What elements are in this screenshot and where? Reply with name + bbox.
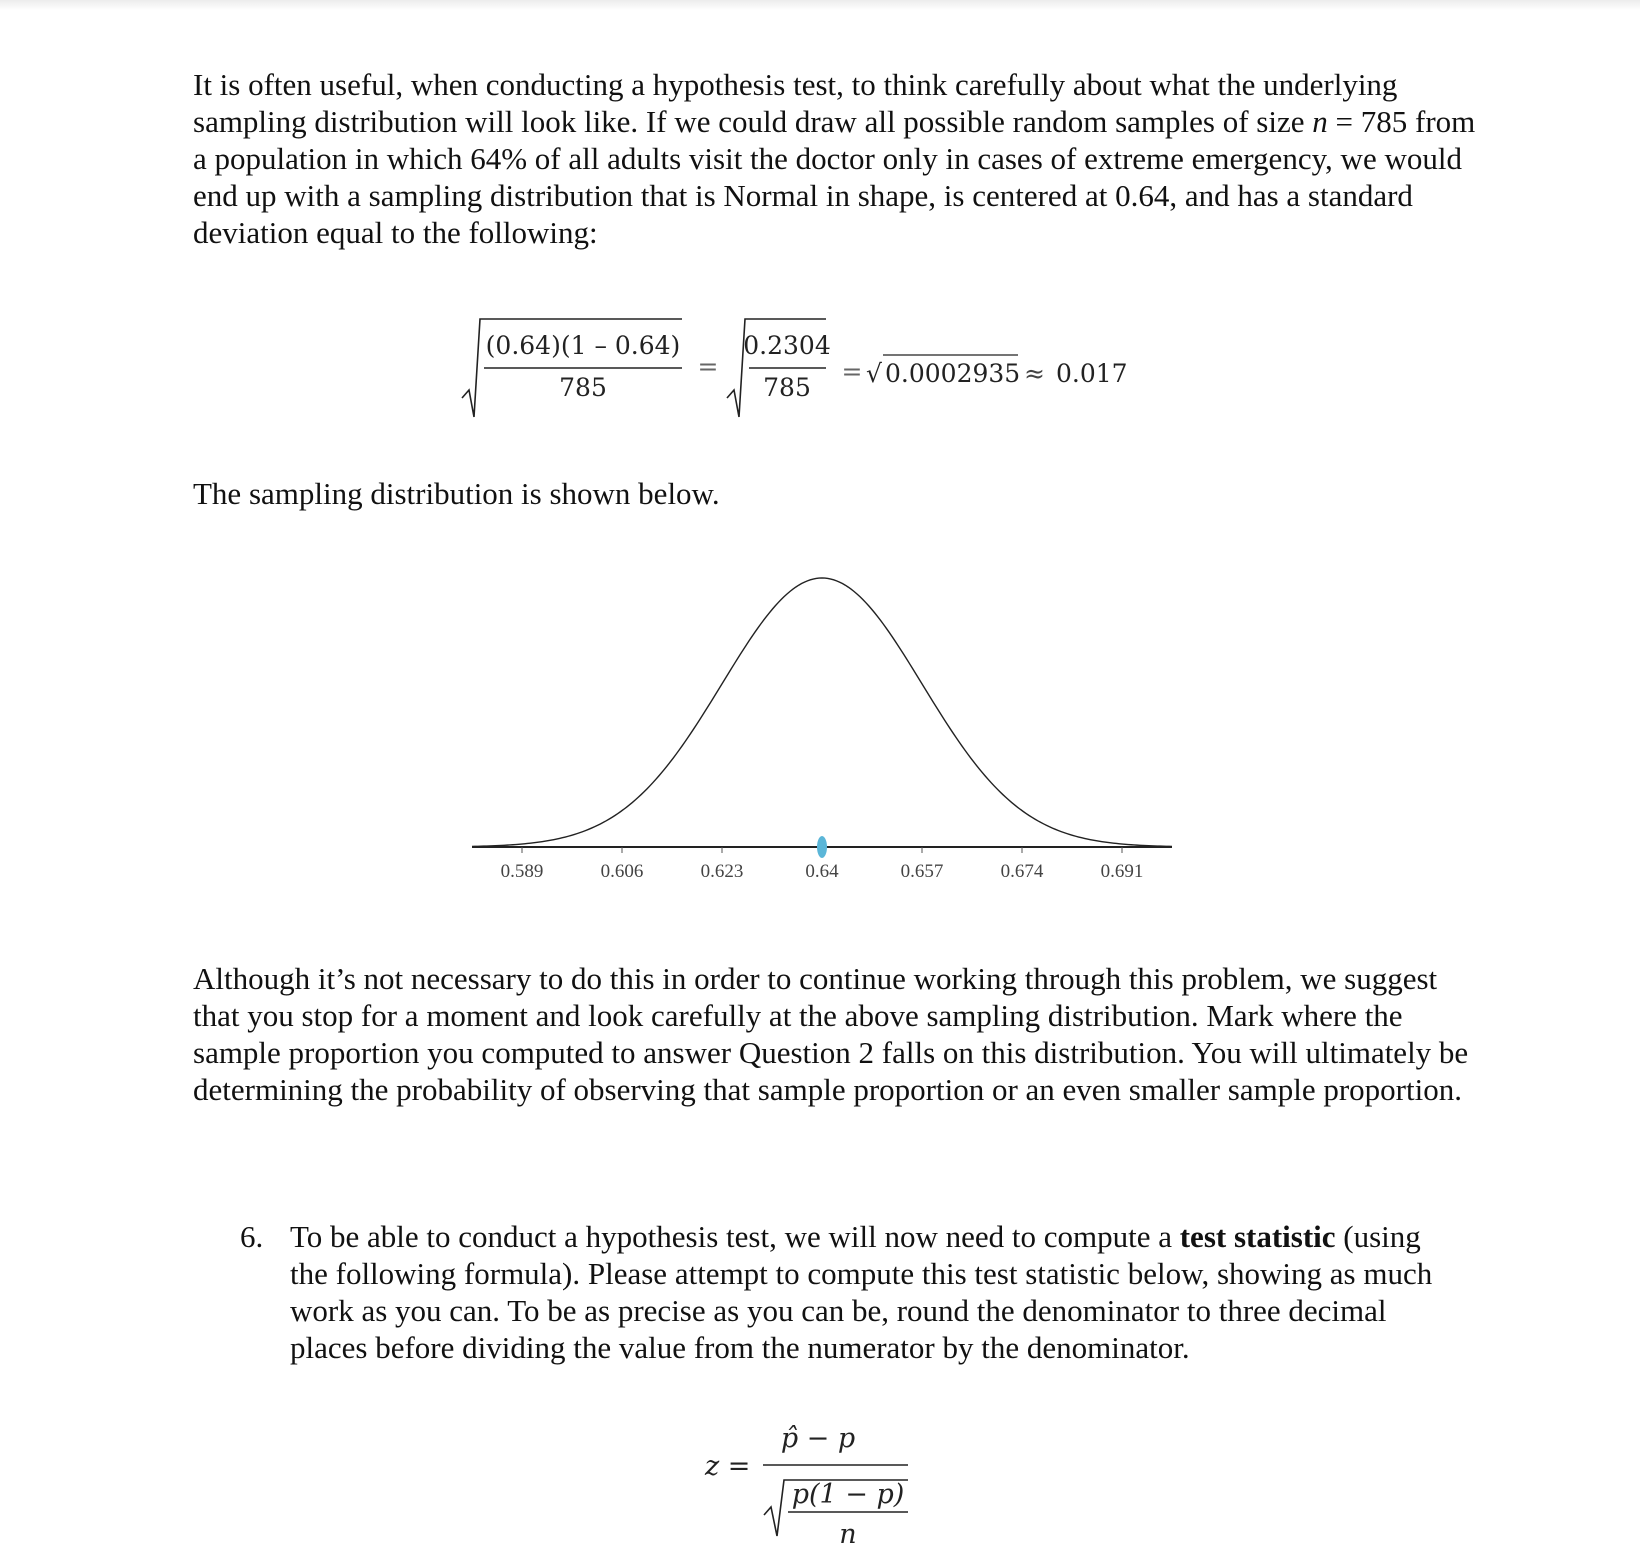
radical-sign-2 [727,319,826,417]
n-variable: n [1312,104,1328,139]
equals-sign-2: = [841,357,863,386]
test-statistic-term: test statistic [1179,1219,1336,1254]
x-tick-label: 0.623 [700,861,744,882]
z-lhs: z = [705,1451,751,1482]
equals-sign-1: = [697,352,719,381]
x-tick-label: 0.606 [600,861,644,882]
question-text-a: To be able to conduct a hypothesis test, we will now need to compute a [290,1219,1180,1254]
radical-sign-1 [462,319,682,417]
x-tick-label: 0.64 [805,861,839,882]
x-tick-label: 0.691 [1100,861,1144,882]
fraction-1-denominator: 785 [559,373,607,402]
normal-curve [472,578,1172,846]
z-numerator: p̂ − p [780,1423,856,1454]
radicand: 0.0002935 [885,359,1021,388]
question-6-text [290,1218,1440,1366]
x-tick-label: 0.589 [500,861,544,882]
z-inner-denominator: n [839,1519,857,1550]
intro-paragraph [193,66,1483,251]
page-top-shadow [0,0,1640,10]
question-number: 6. [240,1219,264,1254]
shown-below-paragraph: The sampling distribution is shown below. [193,476,720,511]
approx-sign: ≈ [1024,359,1045,388]
x-tick-label: 0.657 [900,861,944,882]
z-inner-numerator: p(1 − p) [791,1479,905,1510]
intro-text-b: = 785 from a population in which 64% of all adults visit the doctor only in cases of extreme emergency, we would end up with a sampling distribution that is Normal in shape, is centered at 0.64, and has a standard deviation equal to the following: [193,104,1476,250]
fraction-1-numerator: (0.64)(1 – 0.64) [485,331,681,360]
although-paragraph: Although it’s not necessary to do this in order to continue working through this problem, we suggest that you stop for a moment and look carefully at the above sampling distribution. Mark where the sample proportion you computed to answer Question 2 falls on this distribution. You will ultimately be determining the probability of observing that sample proportion or an even smaller sample proportion. [193,961,1469,1107]
sd-result: 0.017 [1056,359,1128,388]
mean-marker [817,836,827,858]
intro-text-a: It is often useful, when conducting a hypothesis test, to think carefully about what the underlying sampling distribution will look like. If we could draw all possible random samples of size [193,67,1398,139]
fraction-2-numerator: 0.2304 [743,331,831,360]
small-radical-sign: √ [866,359,882,388]
question-text-b: (using the following formula). Please attempt to compute this test statistic below, showing as much work as you can. To be as precise as you can be, round the denominator to three decimal places before dividing the value from the numerator by the denominator. [290,1219,1433,1365]
fraction-2-denominator: 785 [763,373,811,402]
z-radical-sign [764,1480,908,1536]
x-tick-label: 0.674 [1000,861,1044,882]
